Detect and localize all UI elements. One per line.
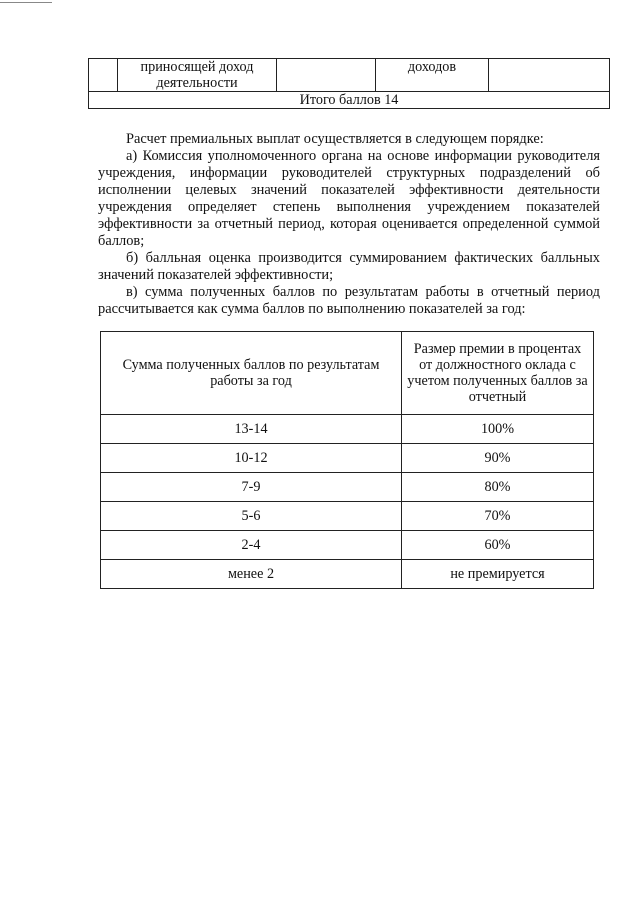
bonus-percent: 80% [402,473,594,502]
top-rule [0,2,52,3]
body-text [98,131,600,318]
cell-indicator: приносящей доход деятельности [118,59,277,92]
cell-number [89,59,118,92]
paragraph-b: б) балльная оценка производится суммированием фактических балльных значений показателей эффективности; [98,250,600,283]
score-range: 5-6 [101,502,402,531]
paragraph-c: в) сумма полученных баллов по результатам работы в отчетный период рассчитывается как сумма баллов по выполнению показателей за год: [98,284,600,317]
table-row [101,444,594,473]
header-bonus-percent: Размер премии в процентах от должностного оклада с учетом полученных баллов за отчетный [402,332,594,415]
bonus-percent: 100% [402,415,594,444]
bonus-percent: 70% [402,502,594,531]
score-range: 10-12 [101,444,402,473]
bonus-score-table [100,331,594,589]
table-row [101,560,594,589]
table-row [101,531,594,560]
score-range: 13-14 [101,415,402,444]
table-header-row [101,332,594,415]
table-total-row [89,92,610,109]
paragraph-intro: Расчет премиальных выплат осуществляется в следующем порядке: [126,131,544,147]
cell-score [489,59,610,92]
table-row [101,415,594,444]
table-row [89,59,610,92]
indicator-table-continuation [88,58,610,109]
bonus-percent: 60% [402,531,594,560]
bonus-percent: не премируется [402,560,594,589]
table-row [101,502,594,531]
score-range: 2-4 [101,531,402,560]
total-score: Итого баллов 14 [89,92,610,109]
cell-measure: доходов [376,59,489,92]
bonus-percent: 90% [402,444,594,473]
table-row [101,473,594,502]
cell-criteria [277,59,376,92]
score-range: 7-9 [101,473,402,502]
header-score-sum: Сумма полученных баллов по результатам работы за год [101,332,402,415]
score-range: менее 2 [101,560,402,589]
paragraph-a: а) Комиссия уполномоченного органа на основе информации руководителя учреждения, информации руководителей структурных подразделений об исполнении целевых значений показателей эффективности деятельности учреждения определяет степень выполнения учреждением показателей эффективности за отчетный период, которая оценивается определенной суммой баллов; [98,148,600,249]
